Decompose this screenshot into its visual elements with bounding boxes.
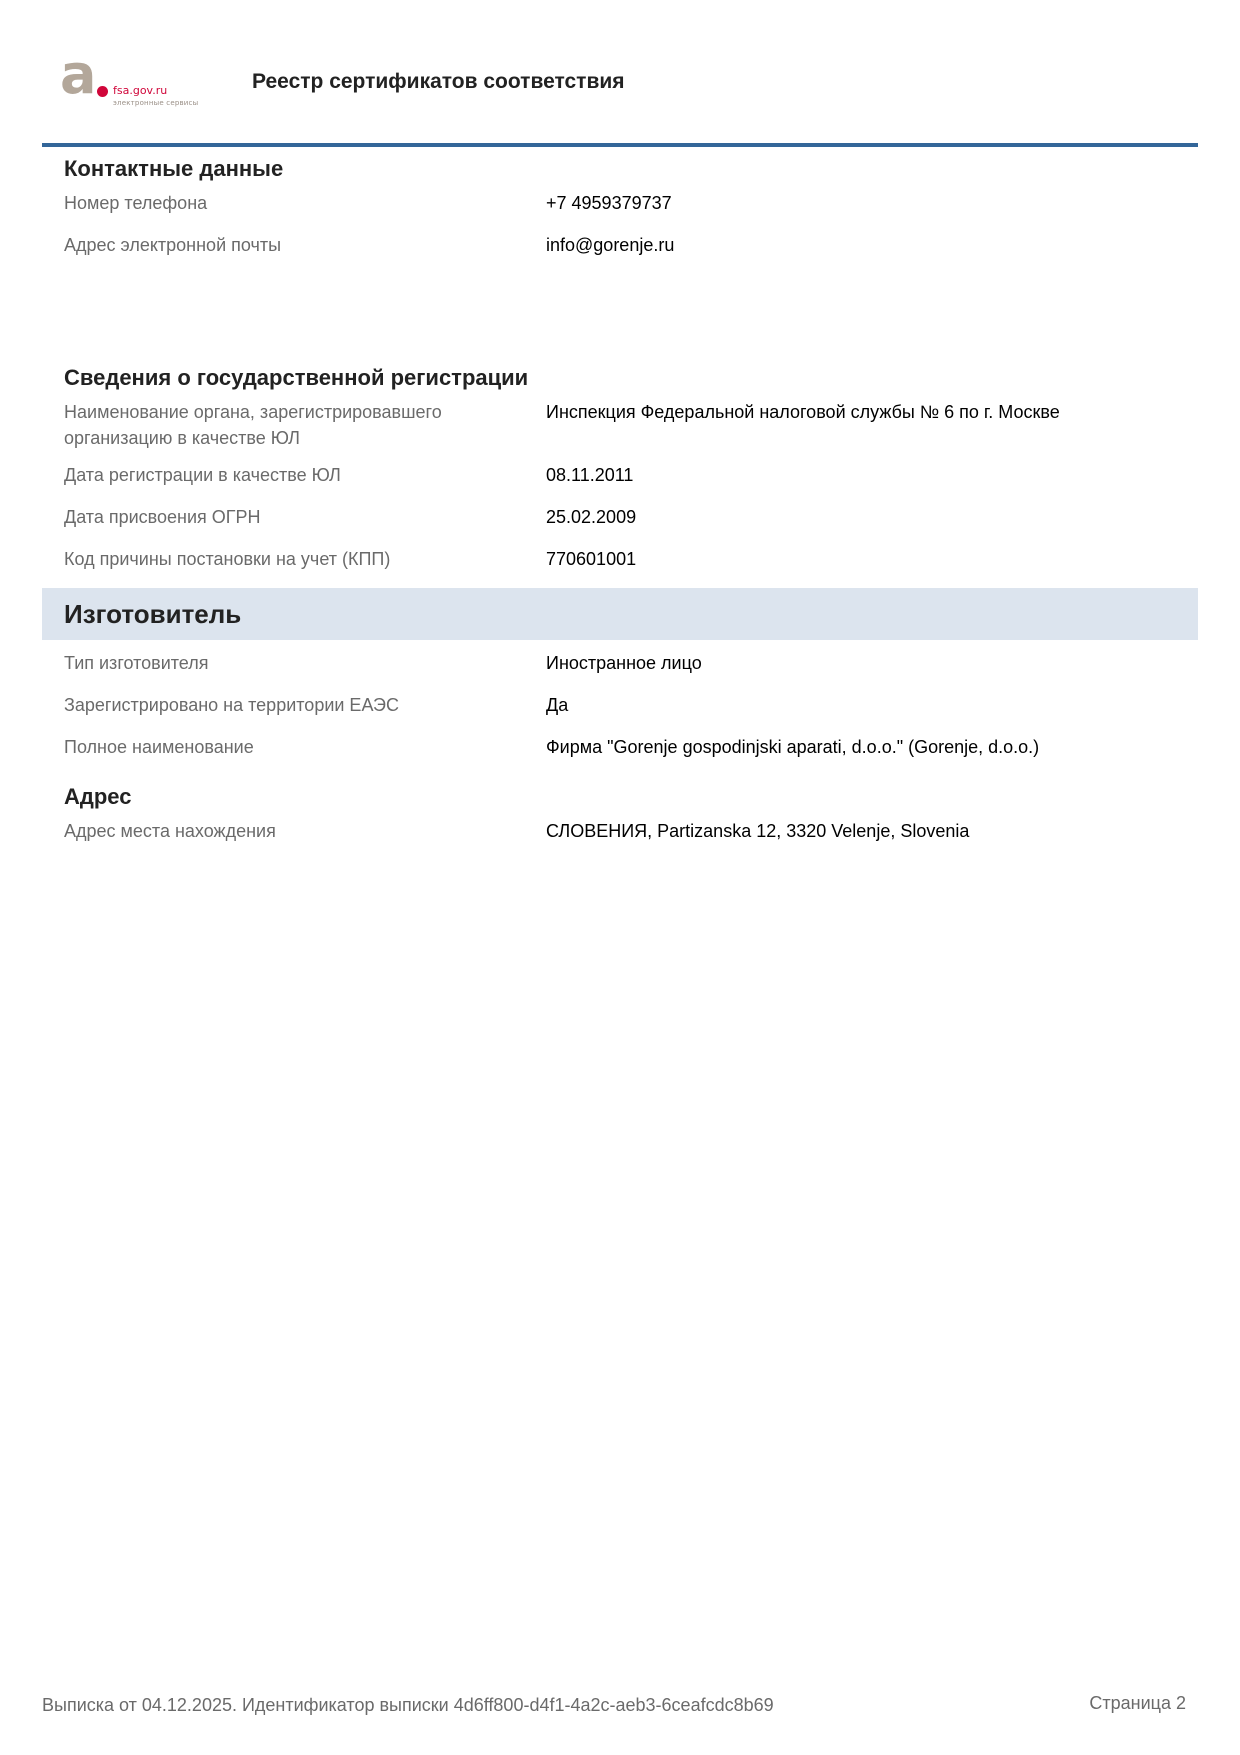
field-row-full-name [64,734,1194,764]
field-value: +7 4959379737 [546,193,672,213]
field-label: Адрес места нахождения [64,821,276,841]
field-value: Иностранное лицо [546,653,702,673]
field-label: Адрес электронной почты [64,235,282,255]
field-row-registering-body [64,399,1194,455]
field-label: Полное наименование [64,737,254,757]
field-label: Зарегистрировано на территории ЕАЭС [64,695,399,715]
page-number: Страница 2 [1089,1693,1186,1713]
section-title-address: Адрес [64,784,132,809]
logo-site-text: fsa.gov.ru [113,84,168,97]
field-value: info@gorenje.ru [546,235,675,255]
field-label: Дата регистрации в качестве ЮЛ [64,465,341,485]
field-row-registration-date [64,462,1194,492]
field-row-eaeu-registered [64,692,1194,722]
field-row-phone [64,190,1194,220]
field-row-manufacturer-type [64,650,1194,680]
document-title: Реестр сертификатов соответствия [252,70,625,93]
section-title-registration: Сведения о государственной регистрации [64,365,529,390]
field-row-location-address [64,818,1194,848]
field-value: 770601001 [546,549,637,569]
field-label: Тип изготовителя [64,653,209,673]
field-row-kpp [64,546,1194,576]
field-value: Да [546,695,569,715]
field-row-email [64,232,1194,262]
page-header [0,0,1240,150]
field-value: Инспекция Федеральной налоговой службы № 6 по г. Москве [546,402,1060,422]
field-row-ogrn-date [64,504,1194,534]
field-label: Наименование органа, зарегистрировавшего организацию в качестве ЮЛ [64,402,442,448]
field-value: Фирма "Gorenje gospodinjski aparati, d.o.o." (Gorenje, d.o.o.) [546,737,1040,757]
section-title-manufacturer: Изготовитель [64,599,242,629]
field-label: Код причины постановки на учет (КПП) [64,549,391,569]
fsa-logo [60,43,210,113]
section-title-contacts: Контактные данные [64,156,284,181]
header-divider [42,143,1198,147]
field-value: 08.11.2011 [546,465,634,485]
logo-dot-icon [97,86,108,97]
field-value: СЛОВЕНИЯ, Partizanska 12, 3320 Velenje, Slovenia [546,821,970,841]
field-label: Дата присвоения ОГРН [64,507,261,527]
field-value: 25.02.2009 [546,507,637,527]
footer-extract-info: Выписка от 04.12.2025. Идентификатор выписки 4d6ff800-d4f1-4a2c-aeb3-6ceafcdc8b69 [42,1695,774,1715]
logo-subtitle: электронные сервисы [113,99,199,107]
field-label: Номер телефона [64,193,208,213]
section-band-manufacturer [42,588,1198,640]
logo-letter-icon: a [60,43,97,106]
